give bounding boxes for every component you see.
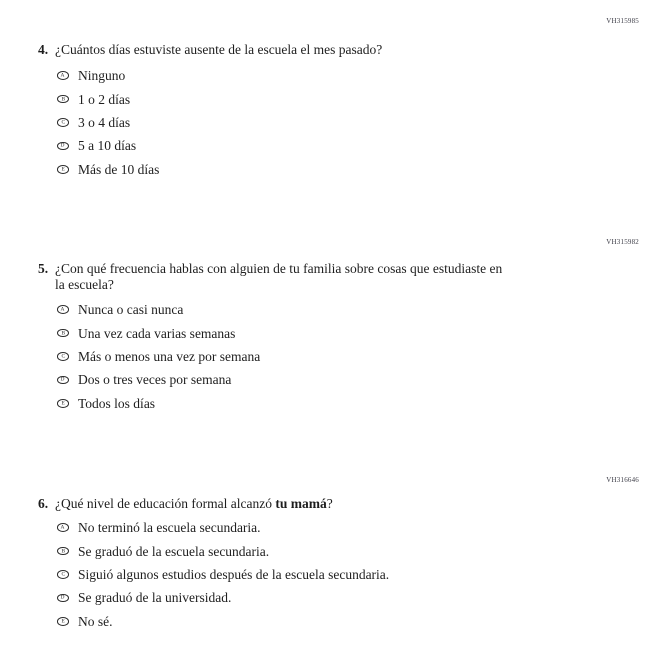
- question-number: 6.: [38, 496, 49, 511]
- answer-option: [57, 87, 159, 110]
- answer-bubble-icon[interactable]: [57, 547, 69, 556]
- item-code: VH315985: [606, 17, 639, 25]
- answer-option: [57, 64, 159, 87]
- answer-bubble-letter: C: [61, 352, 65, 360]
- question-text-segment: tu mamá: [275, 496, 327, 511]
- question-text-segment: ¿Cuántos días estuviste ausente de la escuela el mes pasado?: [55, 42, 383, 57]
- answer-bubble-letter: B: [61, 547, 65, 554]
- answer-option: [57, 134, 159, 157]
- answer-bubble-icon[interactable]: [57, 95, 69, 104]
- answer-option: [57, 516, 389, 539]
- answer-option-label: 3 o 4 días: [78, 114, 131, 130]
- answer-bubble-icon[interactable]: [57, 352, 69, 361]
- answer-option-label: Dos o tres veces por semana: [78, 372, 232, 388]
- answer-option-label: No sé.: [78, 613, 113, 629]
- question-text-line: [55, 261, 502, 277]
- answer-bubble-icon[interactable]: [57, 118, 69, 127]
- question-text: [55, 496, 333, 512]
- answer-option: [57, 298, 260, 321]
- answer-option-label: Más o menos una vez por semana: [78, 348, 261, 364]
- answer-option: [57, 345, 260, 368]
- question-text: [55, 42, 382, 58]
- answer-option: [57, 321, 260, 344]
- question-text-segment: ?: [326, 496, 333, 511]
- answer-option: [57, 563, 389, 586]
- options-list: [57, 298, 260, 415]
- answer-bubble-icon[interactable]: [57, 305, 69, 314]
- answer-bubble-icon[interactable]: [57, 376, 69, 385]
- answer-bubble-letter: A: [61, 524, 65, 531]
- answer-bubble-letter: E: [61, 399, 65, 406]
- answer-option-label: Se graduó de la escuela secundaria.: [78, 543, 270, 559]
- answer-bubble-icon[interactable]: [57, 71, 69, 80]
- item-code: VH316646: [606, 476, 639, 484]
- answer-option: [57, 539, 389, 562]
- answer-bubble-icon[interactable]: [57, 570, 69, 579]
- answer-option: [57, 392, 260, 415]
- answer-bubble-icon[interactable]: [57, 523, 69, 532]
- answer-bubble-icon[interactable]: [57, 617, 69, 626]
- answer-bubble-letter: B: [61, 95, 65, 102]
- answer-bubble-icon[interactable]: [57, 399, 69, 408]
- answer-bubble-letter: C: [61, 118, 65, 126]
- answer-bubble-letter: D: [61, 594, 65, 601]
- answer-bubble-letter: B: [61, 329, 65, 336]
- answer-bubble-letter: D: [61, 142, 65, 149]
- question-row: [38, 42, 382, 58]
- answer-bubble-icon[interactable]: [57, 165, 69, 174]
- answer-option-label: Más de 10 días: [78, 161, 160, 177]
- answer-option: [57, 111, 159, 134]
- answer-option: [57, 610, 389, 633]
- question-number: 4.: [38, 42, 49, 57]
- answer-bubble-letter: C: [61, 570, 65, 578]
- answer-option-label: No terminó la escuela secundaria.: [78, 520, 261, 536]
- options-list: [57, 64, 159, 181]
- question-number: 5.: [38, 261, 49, 276]
- answer-option-label: 1 o 2 días: [78, 91, 131, 107]
- answer-option-label: Todos los días: [78, 395, 156, 411]
- question-text: [55, 261, 502, 292]
- question-text-segment: ¿Qué nivel de educación formal alcanzó: [55, 496, 276, 511]
- answer-option-label: Ninguno: [78, 68, 126, 84]
- answer-bubble-letter: E: [61, 617, 65, 624]
- answer-bubble-icon[interactable]: [57, 329, 69, 338]
- question-row: [38, 261, 502, 292]
- answer-option: [57, 158, 159, 181]
- answer-bubble-icon[interactable]: [57, 142, 69, 151]
- answer-bubble-letter: A: [61, 306, 65, 313]
- answer-option-label: Se graduó de la universidad.: [78, 590, 232, 606]
- answer-bubble-icon[interactable]: [57, 594, 69, 603]
- answer-option: [57, 368, 260, 391]
- answer-bubble-letter: D: [61, 376, 65, 383]
- question-text-segment: la escuela?: [55, 276, 114, 292]
- item-code: VH315982: [606, 238, 639, 246]
- question-text-line: [55, 42, 382, 58]
- answer-option: [57, 586, 389, 609]
- answer-option-label: Una vez cada varias semanas: [78, 325, 236, 341]
- options-list: [57, 516, 389, 633]
- question-text-line: [55, 277, 502, 293]
- question-row: [38, 496, 333, 512]
- answer-option-label: 5 a 10 días: [78, 138, 137, 154]
- answer-option-label: Nunca o casi nunca: [78, 302, 184, 318]
- answer-bubble-letter: A: [61, 72, 65, 79]
- question-text-segment: ¿Con qué frecuencia hablas con alguien de tu familia sobre cosas que estudiaste en: [55, 261, 503, 276]
- question-text-line: [55, 496, 333, 512]
- answer-bubble-letter: E: [61, 165, 65, 172]
- answer-option-label: Siguió algunos estudios después de la escuela secundaria.: [78, 566, 390, 582]
